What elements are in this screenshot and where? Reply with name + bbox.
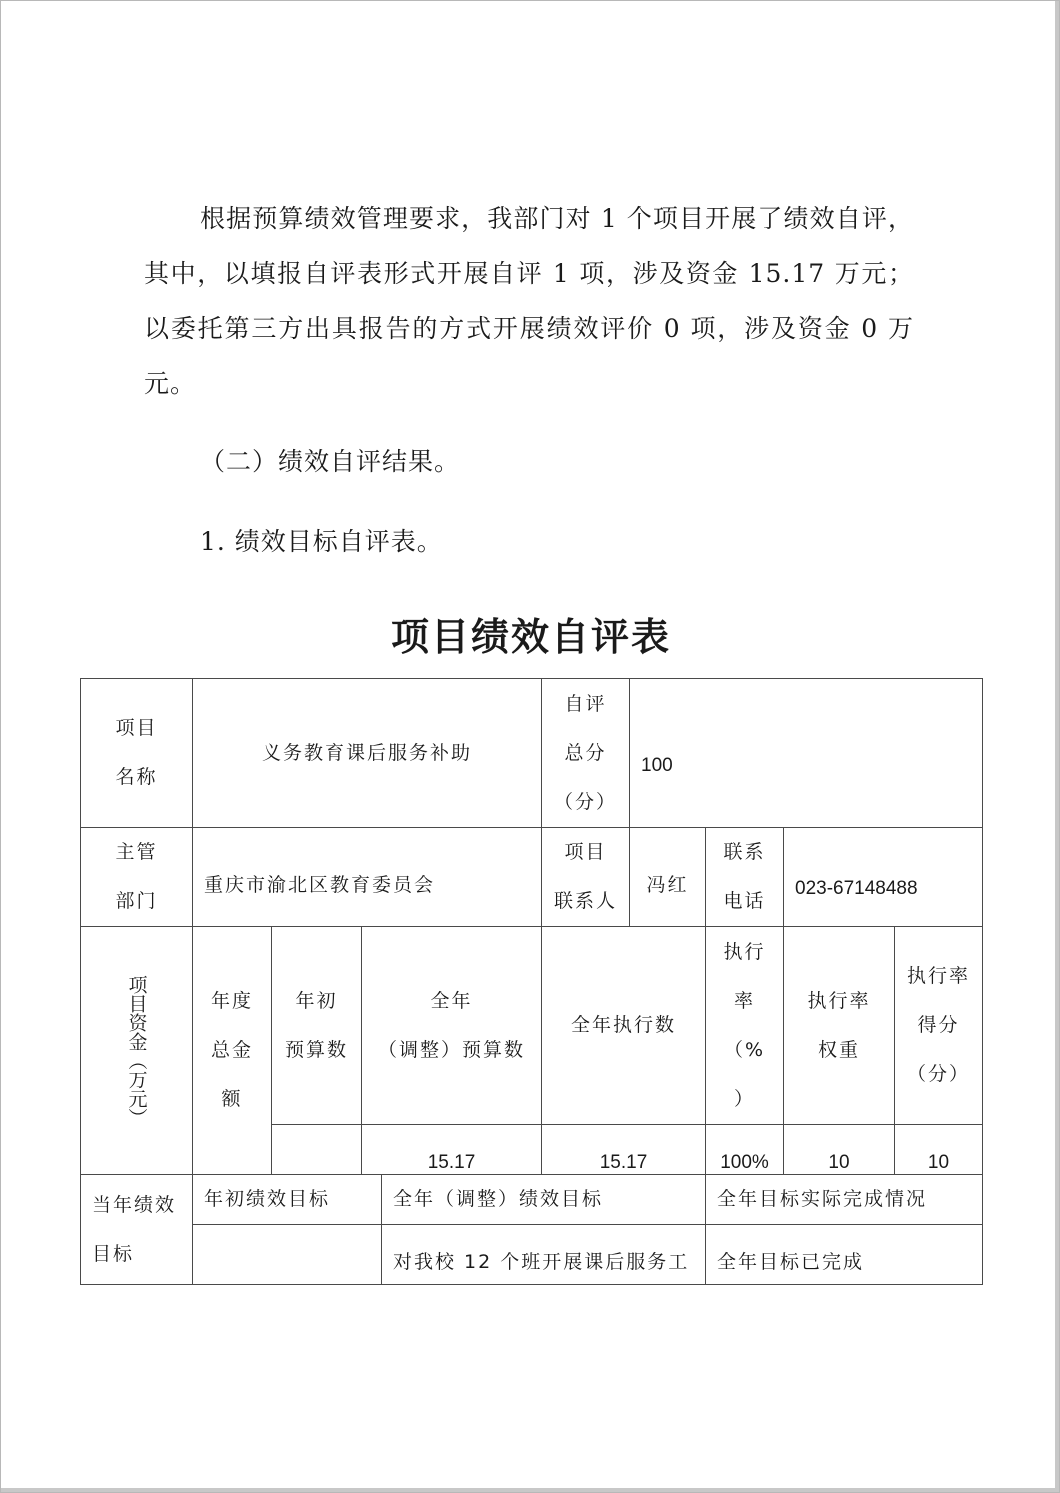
adjusted-goal-header: 全年（调整）绩效目标	[393, 1188, 604, 1210]
phone-label: 联系 电话	[723, 841, 766, 912]
actual-goal-header: 全年目标实际完成情况	[717, 1188, 928, 1210]
adjusted-budget-header: 全年 （调整）预算数	[377, 989, 525, 1061]
initial-budget-value	[272, 1125, 361, 1174]
actual-goal-value: 全年目标已完成	[717, 1250, 865, 1273]
execution-rate-header: 执行 率 （% ）	[723, 940, 766, 1110]
self-score-value: 100	[641, 754, 673, 776]
project-name-label: 项目 名称	[115, 717, 158, 788]
execution-weight-value: 10	[828, 1151, 850, 1173]
project-funds-label	[81, 927, 192, 1174]
heading-evaluation-results: （二）绩效自评结果。	[200, 447, 461, 476]
executed-header: 全年执行数	[570, 1014, 676, 1036]
department-value: 重庆市渝北区教育委员会	[204, 873, 436, 896]
project-contact-value: 冯红	[646, 873, 689, 896]
initial-goal-value	[193, 1225, 381, 1284]
heading-goal-table: 1. 绩效目标自评表。	[200, 527, 443, 556]
initial-goal-header: 年初绩效目标	[204, 1188, 331, 1210]
annual-total-header: 年度 总金 额	[210, 990, 253, 1110]
project-funds-label-text: 项目资金（万元）	[125, 974, 148, 1127]
execution-score-value: 10	[927, 1151, 950, 1173]
paragraph-self-evaluation: 根据预算绩效管理要求，我部门对 1 个项目开展了绩效自评，其中，以填报自评表形式开展自评 1 项，涉及资金 15.17 万元；以委托第三方出具报告的方式开展绩效评价 0 项，涉及资金 0 万元。	[144, 204, 914, 398]
execution-score-header: 执行率 得分 （分）	[906, 965, 970, 1085]
executed-value: 15.17	[599, 1151, 648, 1173]
self-score-label: 自评 总分 （分）	[553, 692, 617, 813]
execution-rate-value: 100%	[720, 1151, 769, 1173]
project-contact-label: 项目 联系人	[553, 841, 617, 912]
table-title: 项目绩效自评表	[390, 614, 671, 659]
department-label: 主管 部门	[115, 841, 158, 912]
adjusted-goal-value: 对我校 12 个班开展课后服务工	[393, 1250, 690, 1273]
initial-budget-header: 年初 预算数	[284, 989, 348, 1061]
adjusted-budget-value: 15.17	[427, 1151, 476, 1173]
execution-weight-header: 执行率 权重	[807, 989, 871, 1061]
project-name-value: 义务教育课后服务补助	[261, 741, 472, 764]
phone-value: 023-67148488	[795, 877, 918, 899]
annual-goals-label: 当年绩效 目标	[92, 1193, 177, 1265]
